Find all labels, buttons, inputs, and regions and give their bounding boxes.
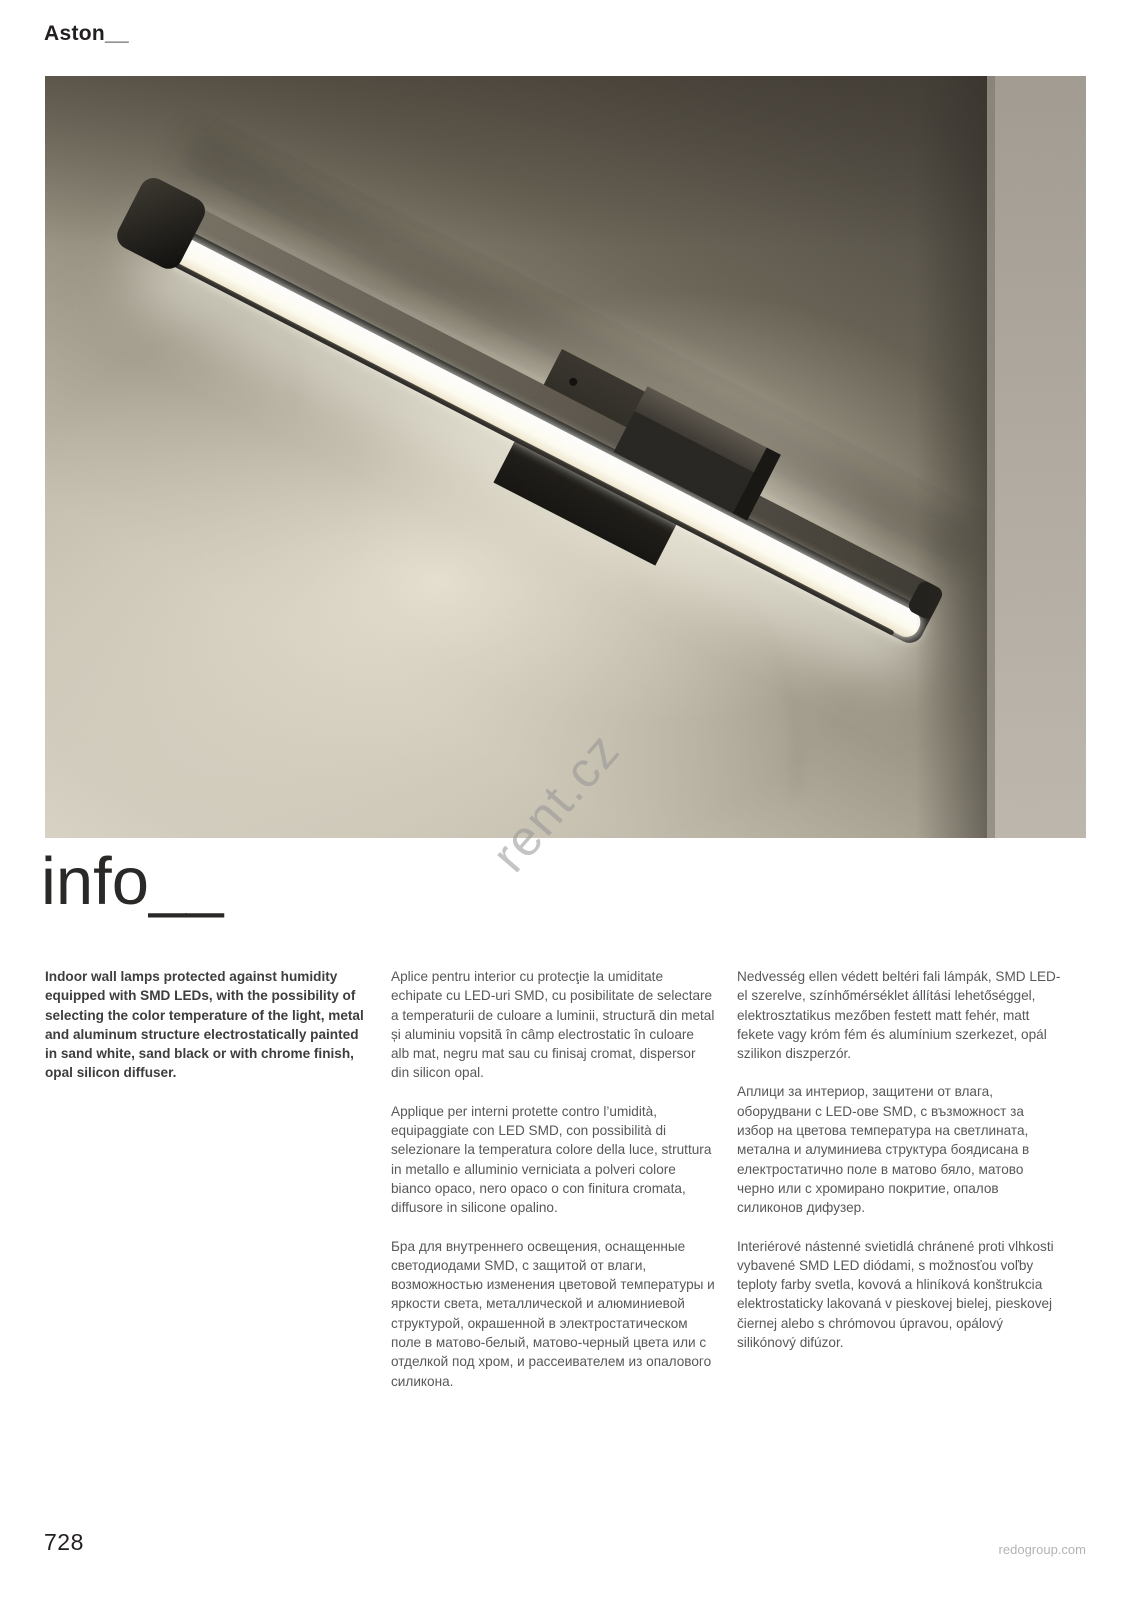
info-column-3 — [737, 967, 1061, 1410]
watermark: rent.cz — [481, 721, 631, 883]
info-heading: info__ — [41, 844, 224, 919]
description-bg: Аплици за интериор, защитени от влага, оборудвани с LED-ове SMD, с възможност за избор на цветова температура на светлината, метална и алуминиева структура боядисана в електростатично поле в матово бяло, матово черно или с хромирано покритие, опалов силиконов дифузер. — [737, 1084, 1030, 1216]
page-number: 728 — [44, 1529, 84, 1555]
info-column-1 — [45, 967, 369, 1410]
info-column-2 — [391, 967, 715, 1410]
description-sk: Interiérové nástenné svietidlá chránené proti vlhkosti vybavené SMD LED diódami, s možnosťou voľby teploty farby svetla, kovová a hliníková konštrukcia elektrostaticky lakovaná v pieskovej bielej, pieskovej čiernej alebo s chrómovou úpravou, opálový silikónový difúzor. — [737, 1238, 1054, 1351]
description-ru: Бра для внутреннего освещения, оснащенные светодиодами SMD, с защитой от влаги, возможностью изменения цветовой температуры и яркости света, металлической и алюминиевой структурой, окрашенной в электростатическом поле в матово-белый, матово-черный цвета или с отделкой под хром, и рассеивателем из опалового силикона. — [391, 1238, 715, 1389]
info-columns — [45, 967, 1061, 1410]
description-it: Applique per interni protette contro l’umidità, equipaggiate con LED SMD, con possibilità di selezionare la temperatura colore della luce, struttura in metallo e alluminio verniciata a polveri colore bianco opaco, nero opaco o con finitura cromata, diffusore in silicone opalino. — [391, 1103, 712, 1216]
page-title: Aston__ — [44, 22, 129, 45]
product-photo — [45, 76, 1086, 838]
website-link[interactable]: redogroup.com — [998, 1542, 1086, 1557]
description-en: Indoor wall lamps protected against humidity equipped with SMD LEDs, with the possibility of selecting the color temperature of the light, metal and aluminum structure electrostatically painted in sand white, sand black or with chrome finish, opal silicon diffuser. — [45, 969, 364, 1081]
plaster-grain-texture — [45, 76, 1086, 838]
lamp-scene-image — [45, 76, 1086, 838]
description-ro: Aplice pentru interior cu protecţie la umiditate echipate cu LED-uri SMD, cu posibilitate de selectare a temperaturii de culoare a luminii, structură din metal și aluminiu vopsită în câmp electrostatic în culoare alb mat, negru mat sau cu finisaj cromat, dispersor din silicon opal. — [391, 969, 715, 1081]
description-hu: Nedvesség ellen védett beltéri fali lámpák, SMD LED-el szerelve, színhőmérséklet állítási lehetőséggel, elektrosztatikus mezőben festett matt fehér, matt fekete vagy króm fém és alumínium szerkezet, opál szilikon diszperzór. — [737, 969, 1061, 1062]
